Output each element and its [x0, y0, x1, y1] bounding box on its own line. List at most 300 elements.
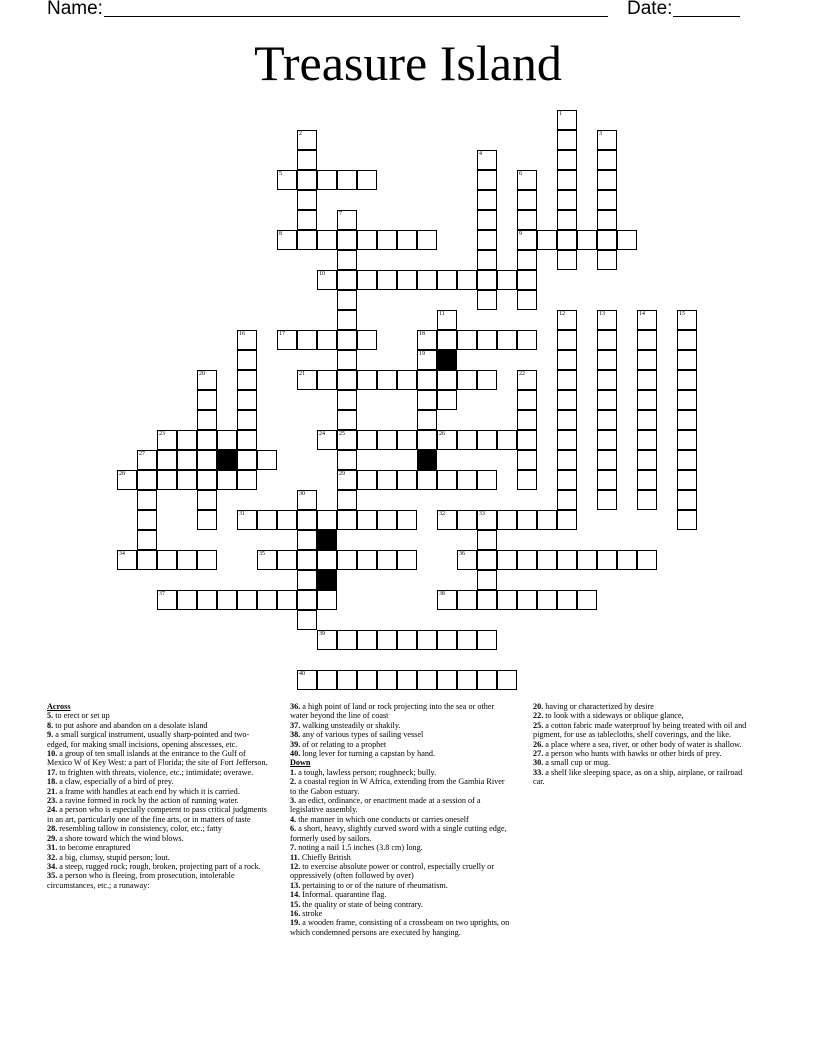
grid-cell[interactable]: [537, 590, 557, 610]
grid-cell[interactable]: [457, 630, 477, 650]
grid-cell[interactable]: [277, 170, 297, 190]
grid-cell[interactable]: [417, 230, 437, 250]
grid-cell[interactable]: [437, 670, 457, 690]
grid-cell[interactable]: [637, 390, 657, 410]
grid-cell[interactable]: [477, 150, 497, 170]
grid-cell[interactable]: [517, 270, 537, 290]
grid-cell[interactable]: [677, 330, 697, 350]
grid-cell[interactable]: [337, 390, 357, 410]
grid-cell[interactable]: [477, 330, 497, 350]
grid-cell[interactable]: [397, 510, 417, 530]
grid-cell[interactable]: [477, 190, 497, 210]
clue-text: a tough, lawless person; roughneck; bully.: [296, 767, 437, 777]
grid-cell[interactable]: [557, 550, 577, 570]
grid-cell[interactable]: [337, 250, 357, 270]
grid-cell[interactable]: [177, 550, 197, 570]
grid-cell[interactable]: [317, 590, 337, 610]
grid-cell[interactable]: [557, 430, 577, 450]
grid-cell[interactable]: [677, 470, 697, 490]
grid-cell[interactable]: [297, 170, 317, 190]
grid-cell[interactable]: [437, 430, 457, 450]
grid-cell[interactable]: [317, 510, 337, 530]
grid-cell[interactable]: [457, 550, 477, 570]
grid-cell[interactable]: [557, 210, 577, 230]
grid-cell[interactable]: [597, 250, 617, 270]
grid-cell[interactable]: [537, 510, 557, 530]
grid-cell[interactable]: [557, 170, 577, 190]
grid-cell[interactable]: [617, 550, 637, 570]
grid-cell[interactable]: [557, 350, 577, 370]
grid-cell[interactable]: [297, 370, 317, 390]
grid-cell[interactable]: [177, 450, 197, 470]
grid-cell[interactable]: [257, 450, 277, 470]
grid-cell[interactable]: [637, 370, 657, 390]
grid-cell[interactable]: [197, 370, 217, 390]
grid-cell[interactable]: [477, 670, 497, 690]
grid-cell[interactable]: [197, 430, 217, 450]
grid-cell[interactable]: [237, 510, 257, 530]
grid-cell[interactable]: [197, 450, 217, 470]
grid-cell[interactable]: [397, 550, 417, 570]
grid-cell[interactable]: [337, 290, 357, 310]
grid-cell[interactable]: [317, 550, 337, 570]
grid-cell[interactable]: [337, 490, 357, 510]
grid-cell[interactable]: [457, 330, 477, 350]
grid-cell[interactable]: [637, 430, 657, 450]
grid-cell[interactable]: [237, 330, 257, 350]
grid-cell[interactable]: [217, 430, 237, 450]
grid-cell[interactable]: [297, 130, 317, 150]
grid-cell[interactable]: [417, 630, 437, 650]
grid-cell[interactable]: [157, 450, 177, 470]
grid-cell[interactable]: [297, 330, 317, 350]
grid-cell[interactable]: [197, 510, 217, 530]
grid-cell[interactable]: [397, 270, 417, 290]
grid-cell[interactable]: [217, 470, 237, 490]
grid-cell[interactable]: [617, 230, 637, 250]
grid-cell[interactable]: [297, 490, 317, 510]
grid-cell[interactable]: [417, 410, 437, 430]
grid-cell[interactable]: [437, 390, 457, 410]
grid-cell[interactable]: [517, 410, 537, 430]
grid-cell[interactable]: [437, 470, 457, 490]
grid-cell[interactable]: [597, 430, 617, 450]
grid-cell[interactable]: [557, 490, 577, 510]
grid-cell[interactable]: [437, 310, 457, 330]
grid-cell[interactable]: [157, 430, 177, 450]
grid-cell[interactable]: [297, 150, 317, 170]
grid-cell[interactable]: [417, 470, 437, 490]
grid-cell[interactable]: [557, 110, 577, 130]
grid-cell[interactable]: [597, 370, 617, 390]
grid-cell[interactable]: [237, 390, 257, 410]
grid-cell[interactable]: [137, 530, 157, 550]
grid-cell[interactable]: [557, 330, 577, 350]
grid-cell[interactable]: [637, 470, 657, 490]
grid-cell[interactable]: [677, 370, 697, 390]
grid-cell[interactable]: [357, 230, 377, 250]
grid-cell[interactable]: [517, 390, 537, 410]
grid-cell[interactable]: [477, 590, 497, 610]
grid-cell[interactable]: [637, 310, 657, 330]
grid-cell[interactable]: [457, 430, 477, 450]
grid-cell[interactable]: [357, 550, 377, 570]
grid-cell[interactable]: [597, 490, 617, 510]
grid-cell[interactable]: [337, 210, 357, 230]
grid-cell[interactable]: [137, 510, 157, 530]
grid-cell[interactable]: [497, 330, 517, 350]
grid-cell[interactable]: [117, 470, 137, 490]
grid-cell[interactable]: [517, 430, 537, 450]
grid-cell[interactable]: [377, 630, 397, 650]
clue-text: any of various types of sailing vessel: [300, 730, 424, 740]
grid-cell[interactable]: [397, 630, 417, 650]
grid-cell[interactable]: [557, 150, 577, 170]
black-square: [317, 530, 337, 550]
grid-cell[interactable]: [337, 350, 357, 370]
grid-cell[interactable]: [437, 370, 457, 390]
grid-cell[interactable]: [437, 630, 457, 650]
grid-cell[interactable]: [277, 330, 297, 350]
clue-number: 29.: [47, 833, 58, 843]
grid-cell[interactable]: [577, 550, 597, 570]
grid-cell[interactable]: [177, 470, 197, 490]
grid-cell[interactable]: [497, 510, 517, 530]
grid-cell[interactable]: [557, 590, 577, 610]
grid-cell[interactable]: [557, 370, 577, 390]
grid-cell[interactable]: [237, 350, 257, 370]
grid-cell[interactable]: [597, 310, 617, 330]
grid-cell[interactable]: [437, 510, 457, 530]
grid-cell[interactable]: [517, 550, 537, 570]
grid-cell[interactable]: [677, 410, 697, 430]
grid-cell[interactable]: [337, 670, 357, 690]
grid-cell[interactable]: [197, 470, 217, 490]
grid-cell[interactable]: [517, 450, 537, 470]
grid-cell[interactable]: [337, 230, 357, 250]
grid-cell[interactable]: [457, 670, 477, 690]
grid-cell[interactable]: [557, 470, 577, 490]
grid-cell[interactable]: [597, 150, 617, 170]
grid-cell[interactable]: [417, 670, 437, 690]
grid-cell[interactable]: [137, 490, 157, 510]
grid-cell[interactable]: [257, 550, 277, 570]
grid-cell[interactable]: [397, 470, 417, 490]
grid-cell[interactable]: [517, 250, 537, 270]
grid-cell[interactable]: [197, 550, 217, 570]
grid-cell[interactable]: [157, 550, 177, 570]
grid-cell[interactable]: [177, 590, 197, 610]
grid-cell[interactable]: [337, 430, 357, 450]
grid-cell[interactable]: [357, 510, 377, 530]
grid-cell[interactable]: [117, 550, 137, 570]
grid-cell[interactable]: [457, 270, 477, 290]
grid-cell[interactable]: [297, 610, 317, 630]
grid-cell[interactable]: [477, 630, 497, 650]
cell-number: 37: [159, 591, 165, 597]
grid-cell[interactable]: [597, 390, 617, 410]
grid-cell[interactable]: [337, 370, 357, 390]
grid-cell[interactable]: [237, 370, 257, 390]
grid-cell[interactable]: [637, 410, 657, 430]
grid-cell[interactable]: [637, 350, 657, 370]
grid-cell[interactable]: [137, 450, 157, 470]
grid-cell[interactable]: [557, 410, 577, 430]
grid-cell[interactable]: [317, 330, 337, 350]
grid-cell[interactable]: [597, 130, 617, 150]
clue-text: a wooden frame, consisting of a crossbeam on two uprights, on which condemned persons are executed by hanging.: [290, 918, 510, 937]
grid-cell[interactable]: [477, 290, 497, 310]
grid-cell[interactable]: [477, 470, 497, 490]
cell-number: 25: [339, 431, 345, 437]
grid-cell[interactable]: [237, 410, 257, 430]
grid-cell[interactable]: [317, 630, 337, 650]
grid-cell[interactable]: [337, 170, 357, 190]
grid-cell[interactable]: [417, 390, 437, 410]
grid-cell[interactable]: [357, 370, 377, 390]
grid-cell[interactable]: [237, 590, 257, 610]
grid-cell[interactable]: [337, 410, 357, 430]
grid-cell[interactable]: [597, 410, 617, 430]
grid-cell[interactable]: [677, 490, 697, 510]
grid-cell[interactable]: [597, 170, 617, 190]
grid-cell[interactable]: [477, 230, 497, 250]
grid-cell[interactable]: [177, 430, 197, 450]
grid-cell[interactable]: [317, 230, 337, 250]
grid-cell[interactable]: [477, 270, 497, 290]
cell-number: 13: [599, 311, 605, 317]
grid-cell[interactable]: [317, 270, 337, 290]
grid-cell[interactable]: [637, 330, 657, 350]
clue-number: 11.: [290, 852, 300, 862]
clue-number: 10.: [47, 749, 58, 759]
grid-cell[interactable]: [237, 470, 257, 490]
grid-cell[interactable]: [237, 430, 257, 450]
grid-cell[interactable]: [597, 350, 617, 370]
grid-cell[interactable]: [477, 510, 497, 530]
grid-cell[interactable]: [557, 310, 577, 330]
grid-cell[interactable]: [517, 210, 537, 230]
clue-text: to become enraptured: [57, 843, 131, 853]
grid-cell[interactable]: [197, 590, 217, 610]
grid-cell[interactable]: [677, 390, 697, 410]
clue-text: a short, heavy, slightly curved sword with a single cutting edge, formerly used by sailors.: [290, 824, 507, 843]
grid-cell[interactable]: [297, 190, 317, 210]
cell-number: 17: [279, 331, 285, 337]
grid-cell[interactable]: [457, 590, 477, 610]
cell-number: 15: [679, 311, 685, 317]
grid-cell[interactable]: [417, 350, 437, 370]
grid-cell[interactable]: [377, 510, 397, 530]
grid-cell[interactable]: [337, 550, 357, 570]
grid-cell[interactable]: [377, 470, 397, 490]
grid-cell[interactable]: [357, 330, 377, 350]
clue-item: [290, 815, 512, 824]
grid-cell[interactable]: [577, 230, 597, 250]
grid-cell[interactable]: [517, 190, 537, 210]
grid-cell[interactable]: [517, 470, 537, 490]
grid-cell[interactable]: [397, 670, 417, 690]
grid-cell[interactable]: [677, 450, 697, 470]
grid-cell[interactable]: [157, 590, 177, 610]
grid-cell[interactable]: [457, 510, 477, 530]
grid-cell[interactable]: [557, 230, 577, 250]
grid-cell[interactable]: [517, 170, 537, 190]
grid-cell[interactable]: [597, 450, 617, 470]
grid-cell[interactable]: [337, 330, 357, 350]
grid-cell[interactable]: [277, 510, 297, 530]
grid-cell[interactable]: [677, 310, 697, 330]
grid-cell[interactable]: [197, 390, 217, 410]
grid-cell[interactable]: [497, 670, 517, 690]
grid-cell[interactable]: [477, 250, 497, 270]
grid-cell[interactable]: [217, 590, 237, 610]
grid-cell[interactable]: [297, 230, 317, 250]
grid-cell[interactable]: [597, 330, 617, 350]
grid-cell[interactable]: [297, 670, 317, 690]
grid-cell[interactable]: [597, 190, 617, 210]
grid-cell[interactable]: [237, 450, 257, 470]
grid-cell[interactable]: [377, 670, 397, 690]
grid-cell[interactable]: [477, 370, 497, 390]
grid-cell[interactable]: [357, 470, 377, 490]
grid-cell[interactable]: [377, 270, 397, 290]
grid-cell[interactable]: [637, 450, 657, 470]
grid-cell[interactable]: [377, 550, 397, 570]
grid-cell[interactable]: [557, 190, 577, 210]
grid-cell[interactable]: [557, 450, 577, 470]
grid-cell[interactable]: [337, 630, 357, 650]
grid-cell[interactable]: [417, 370, 437, 390]
grid-cell[interactable]: [357, 170, 377, 190]
grid-cell[interactable]: [517, 330, 537, 350]
grid-cell[interactable]: [377, 230, 397, 250]
black-square: [417, 450, 437, 470]
grid-cell[interactable]: [437, 270, 457, 290]
grid-cell[interactable]: [417, 270, 437, 290]
grid-cell[interactable]: [357, 670, 377, 690]
cell-number: 26: [439, 431, 445, 437]
clue-text: long lever for turning a capstan by hand.: [300, 749, 436, 759]
grid-cell[interactable]: [277, 230, 297, 250]
grid-cell[interactable]: [137, 550, 157, 570]
grid-cell[interactable]: [517, 510, 537, 530]
clue-text: stroke: [300, 908, 323, 918]
grid-cell[interactable]: [377, 370, 397, 390]
grid-cell[interactable]: [337, 470, 357, 490]
grid-cell[interactable]: [317, 170, 337, 190]
grid-cell[interactable]: [357, 630, 377, 650]
grid-cell[interactable]: [197, 490, 217, 510]
grid-cell[interactable]: [597, 550, 617, 570]
clue-number: 7.: [290, 843, 297, 853]
grid-cell[interactable]: [497, 430, 517, 450]
grid-cell[interactable]: [257, 510, 277, 530]
clue-item: [290, 853, 512, 862]
clue-item: [290, 768, 512, 777]
grid-cell[interactable]: [457, 470, 477, 490]
grid-cell[interactable]: [277, 550, 297, 570]
grid-cell[interactable]: [297, 210, 317, 230]
grid-cell[interactable]: [677, 350, 697, 370]
grid-cell[interactable]: [597, 470, 617, 490]
grid-cell[interactable]: [557, 250, 577, 270]
grid-cell[interactable]: [437, 590, 457, 610]
grid-cell[interactable]: [337, 450, 357, 470]
grid-cell[interactable]: [337, 270, 357, 290]
grid-cell[interactable]: [377, 430, 397, 450]
grid-cell[interactable]: [297, 550, 317, 570]
cell-number: 40: [299, 671, 305, 677]
grid-cell[interactable]: [417, 330, 437, 350]
grid-cell[interactable]: [517, 230, 537, 250]
cell-number: 1: [559, 111, 562, 117]
grid-cell[interactable]: [637, 550, 657, 570]
grid-cell[interactable]: [397, 370, 417, 390]
grid-cell[interactable]: [477, 210, 497, 230]
grid-cell[interactable]: [297, 510, 317, 530]
grid-cell[interactable]: [557, 130, 577, 150]
grid-cell[interactable]: [197, 410, 217, 430]
clue-number: 39.: [290, 739, 301, 749]
grid-cell[interactable]: [297, 590, 317, 610]
grid-cell[interactable]: [357, 270, 377, 290]
grid-cell[interactable]: [317, 370, 337, 390]
grid-cell[interactable]: [477, 530, 497, 550]
grid-cell[interactable]: [457, 370, 477, 390]
grid-cell[interactable]: [557, 510, 577, 530]
grid-cell[interactable]: [677, 510, 697, 530]
grid-cell[interactable]: [497, 270, 517, 290]
grid-cell[interactable]: [577, 590, 597, 610]
grid-cell[interactable]: [497, 550, 517, 570]
grid-cell[interactable]: [477, 430, 497, 450]
grid-cell[interactable]: [137, 470, 157, 490]
grid-cell[interactable]: [437, 330, 457, 350]
grid-cell[interactable]: [277, 590, 297, 610]
grid-cell[interactable]: [317, 430, 337, 450]
grid-cell[interactable]: [477, 170, 497, 190]
grid-cell[interactable]: [337, 310, 357, 330]
grid-cell[interactable]: [537, 230, 557, 250]
grid-cell[interactable]: [397, 230, 417, 250]
grid-cell[interactable]: [637, 490, 657, 510]
grid-cell[interactable]: [517, 590, 537, 610]
grid-cell[interactable]: [397, 430, 417, 450]
clue-number: 38.: [290, 730, 301, 740]
grid-cell[interactable]: [517, 290, 537, 310]
grid-cell[interactable]: [477, 570, 497, 590]
grid-cell[interactable]: [677, 430, 697, 450]
clue-number: 8.: [47, 720, 54, 730]
grid-cell[interactable]: [317, 670, 337, 690]
grid-cell[interactable]: [297, 530, 317, 550]
grid-cell[interactable]: [537, 550, 557, 570]
grid-cell[interactable]: [497, 590, 517, 610]
grid-cell[interactable]: [417, 430, 437, 450]
grid-cell[interactable]: [297, 570, 317, 590]
grid-cell[interactable]: [477, 550, 497, 570]
grid-cell[interactable]: [597, 230, 617, 250]
grid-cell[interactable]: [557, 390, 577, 410]
grid-cell[interactable]: [597, 210, 617, 230]
grid-cell[interactable]: [157, 470, 177, 490]
grid-cell[interactable]: [257, 590, 277, 610]
grid-cell[interactable]: [337, 510, 357, 530]
cell-number: 30: [299, 491, 305, 497]
grid-cell[interactable]: [517, 370, 537, 390]
grid-cell[interactable]: [357, 430, 377, 450]
